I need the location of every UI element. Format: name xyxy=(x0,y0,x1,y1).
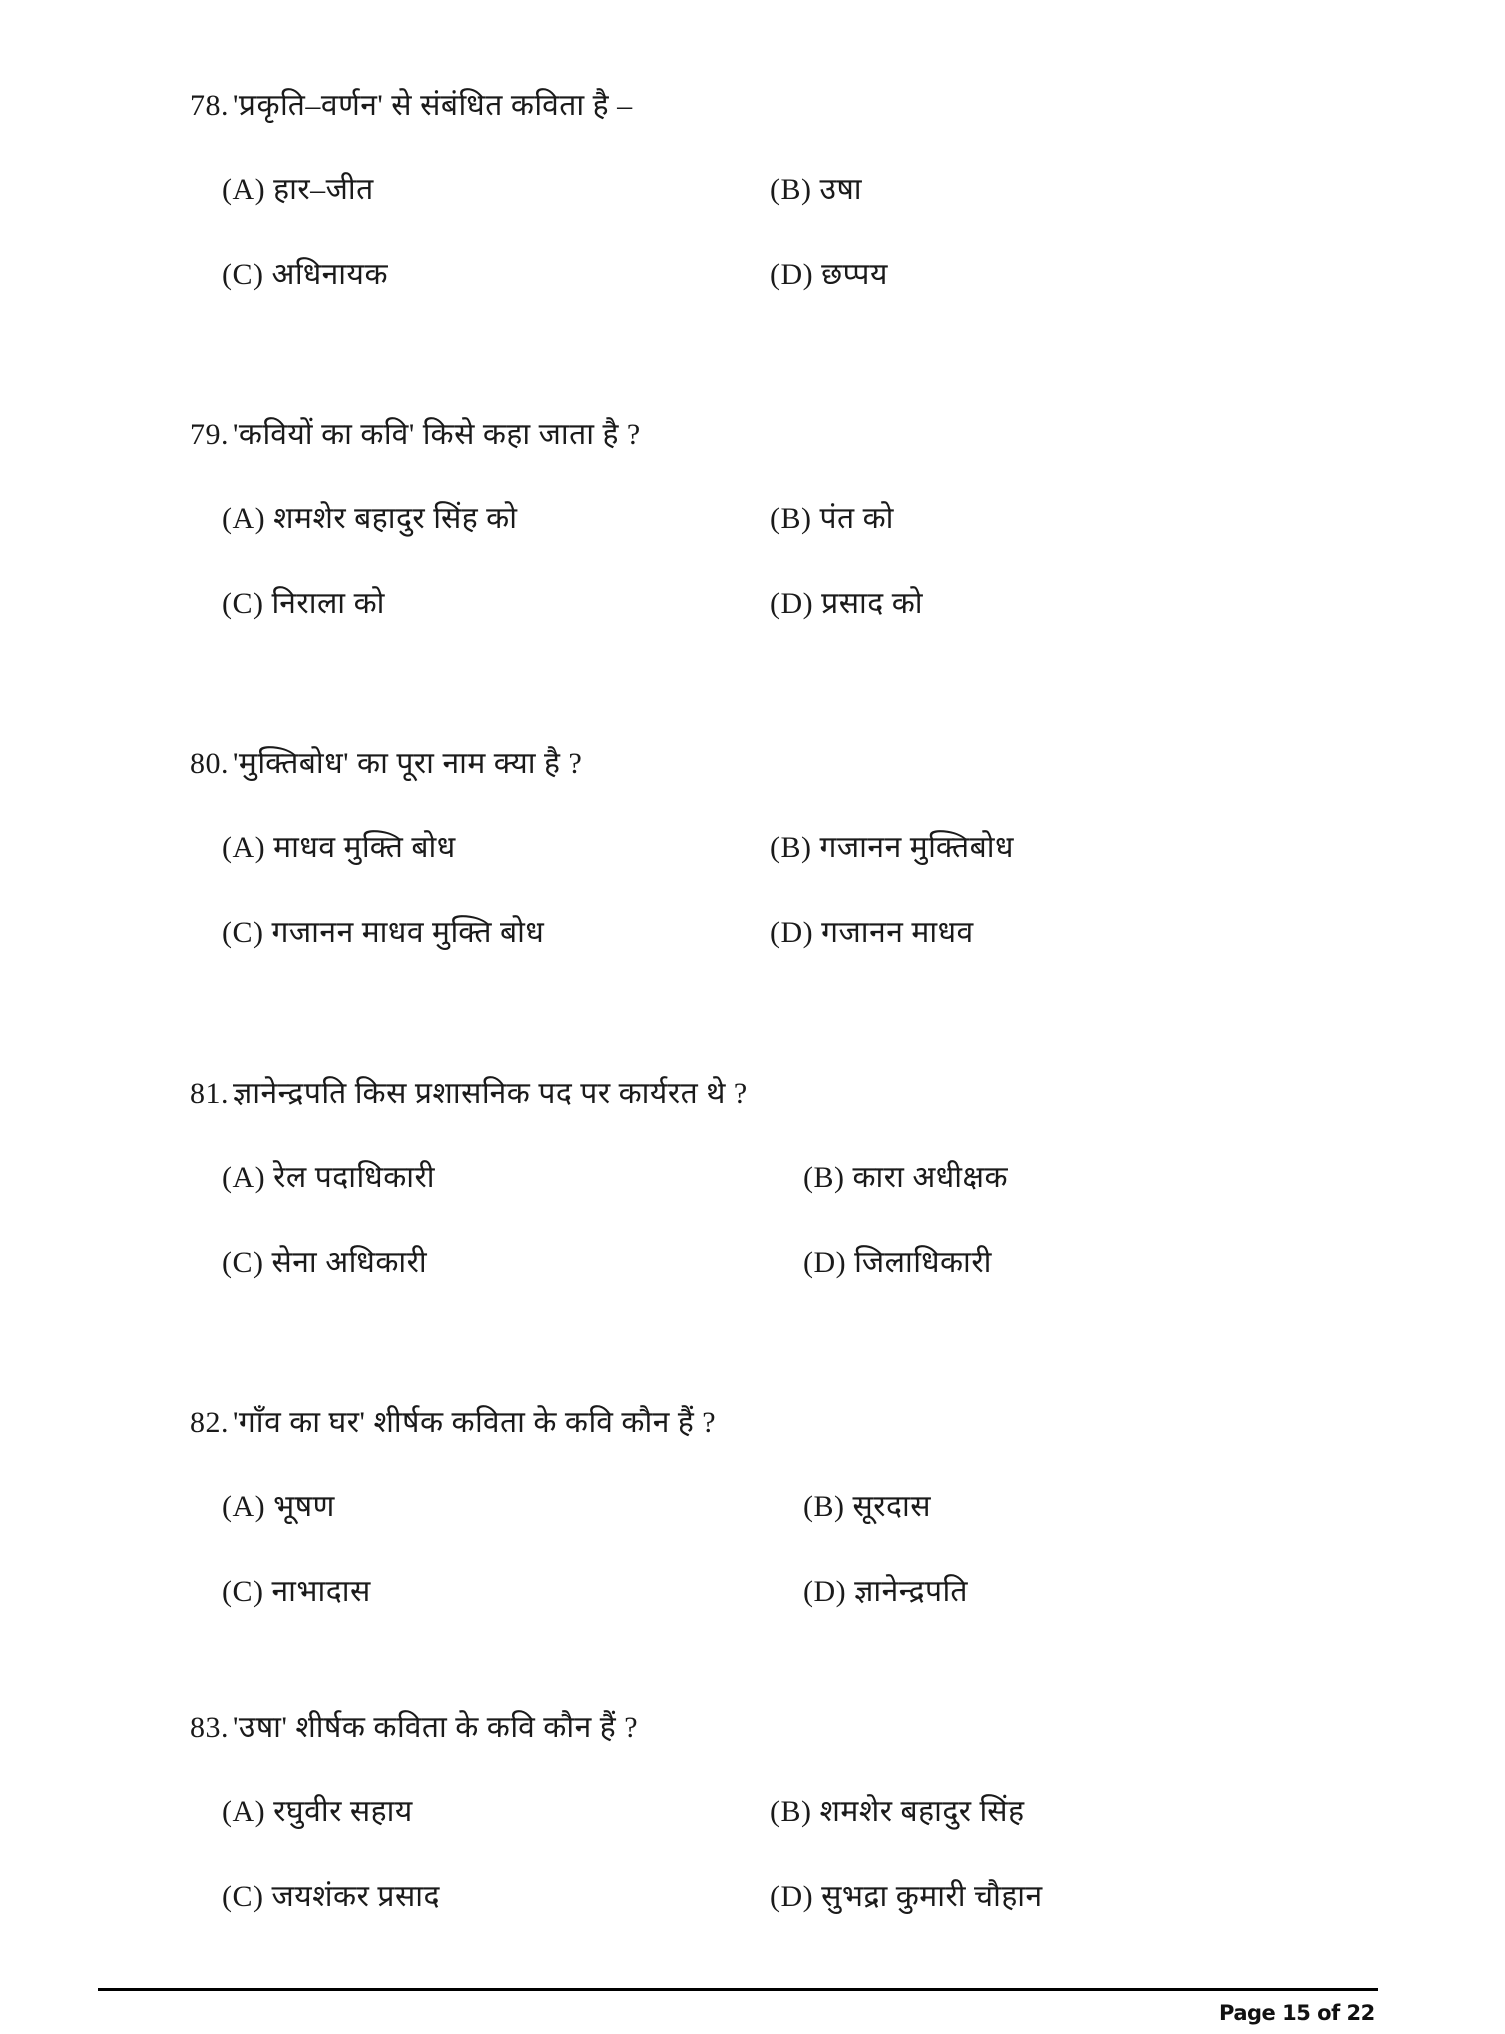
option-a xyxy=(222,830,456,866)
option-d xyxy=(770,915,974,951)
option-a xyxy=(222,1160,435,1196)
option-c xyxy=(222,257,388,293)
option-text: कारा अधीक्षक xyxy=(852,1161,1009,1194)
option-d xyxy=(803,1245,992,1281)
option-text: प्रसाद को xyxy=(821,587,924,620)
option-text: शमशेर बहादुर सिंह को xyxy=(273,502,518,535)
option-label: (A) xyxy=(222,831,266,864)
option-d xyxy=(770,586,923,622)
page-word: Page xyxy=(1219,2001,1276,2025)
question-number: 79. xyxy=(190,418,229,451)
option-text: रेल पदाधिकारी xyxy=(273,1161,436,1194)
current-page-number: 15 xyxy=(1282,2001,1311,2025)
option-text: उषा xyxy=(819,173,863,206)
option-text: भूषण xyxy=(273,1490,335,1523)
question-number: 82. xyxy=(190,1406,229,1439)
option-label: (D) xyxy=(770,916,814,949)
option-b xyxy=(770,1794,1025,1830)
question-text: 'कवियों का कवि' किसे कहा जाता है ? xyxy=(233,418,641,451)
option-label: (A) xyxy=(222,1490,266,1523)
option-label: (D) xyxy=(770,587,814,620)
option-text: जिलाधिकारी xyxy=(854,1246,992,1279)
option-label: (A) xyxy=(222,502,266,535)
option-label: (B) xyxy=(803,1490,845,1523)
option-text: रघुवीर सहाय xyxy=(273,1795,413,1828)
option-b xyxy=(803,1489,931,1525)
option-text: सेना अधिकारी xyxy=(271,1246,428,1279)
option-label: (B) xyxy=(803,1161,845,1194)
option-c xyxy=(222,1879,440,1915)
option-c xyxy=(222,1574,371,1610)
option-b xyxy=(770,501,894,537)
option-text: छप्पय xyxy=(821,258,888,291)
option-c xyxy=(222,915,544,951)
question-number: 81. xyxy=(190,1077,229,1110)
option-text: पंत को xyxy=(819,502,894,535)
question-text: ज्ञानेन्द्रपति किस प्रशासनिक पद पर कार्यरत थे ? xyxy=(233,1077,748,1110)
of-word: of xyxy=(1317,2001,1340,2025)
option-label: (A) xyxy=(222,1161,266,1194)
option-d xyxy=(770,1879,1043,1915)
option-b xyxy=(803,1160,1008,1196)
question-number: 78. xyxy=(190,89,229,122)
option-c xyxy=(222,1245,427,1281)
option-text: माधव मुक्ति बोध xyxy=(273,831,456,864)
question-stem xyxy=(190,1710,638,1746)
question-number: 80. xyxy=(190,747,229,780)
option-label: (C) xyxy=(222,1246,264,1279)
option-text: गजानन माधव xyxy=(821,916,974,949)
option-text: सुभद्रा कुमारी चौहान xyxy=(821,1880,1043,1913)
option-b xyxy=(770,830,1014,866)
question-stem xyxy=(190,417,641,453)
option-d xyxy=(803,1574,968,1610)
option-a xyxy=(222,1489,335,1525)
option-text: गजानन माधव मुक्ति बोध xyxy=(271,916,545,949)
option-label: (C) xyxy=(222,916,264,949)
question-text: 'उषा' शीर्षक कविता के कवि कौन हैं ? xyxy=(233,1711,639,1744)
page-indicator xyxy=(1219,2000,1375,2026)
option-text: अधिनायक xyxy=(271,258,388,291)
total-pages-number: 22 xyxy=(1346,2001,1375,2025)
option-label: (C) xyxy=(222,258,264,291)
option-text: जयशंकर प्रसाद xyxy=(271,1880,440,1913)
option-d xyxy=(770,257,888,293)
question-text: 'मुक्तिबोध' का पूरा नाम क्या है ? xyxy=(233,747,583,780)
option-text: नाभादास xyxy=(271,1575,371,1608)
option-text: हार–जीत xyxy=(273,173,374,206)
option-label: (D) xyxy=(803,1575,847,1608)
option-label: (A) xyxy=(222,173,266,206)
option-text: गजानन मुक्तिबोध xyxy=(819,831,1014,864)
option-text: सूरदास xyxy=(852,1490,932,1523)
option-a xyxy=(222,172,374,208)
question-text: 'प्रकृति–वर्णन' से संबंधित कविता है – xyxy=(233,89,633,122)
option-a xyxy=(222,501,518,537)
option-text: शमशेर बहादुर सिंह xyxy=(819,1795,1025,1828)
option-a xyxy=(222,1794,413,1830)
option-label: (D) xyxy=(770,1880,814,1913)
option-text: निराला को xyxy=(271,587,385,620)
option-c xyxy=(222,586,385,622)
question-text: 'गाँव का घर' शीर्षक कविता के कवि कौन हैं ? xyxy=(233,1406,717,1439)
question-stem xyxy=(190,1076,748,1112)
option-label: (C) xyxy=(222,587,264,620)
question-stem xyxy=(190,88,633,124)
question-number: 83. xyxy=(190,1711,229,1744)
option-label: (B) xyxy=(770,831,812,864)
option-label: (C) xyxy=(222,1575,264,1608)
option-b xyxy=(770,172,862,208)
option-label: (B) xyxy=(770,1795,812,1828)
option-label: (D) xyxy=(770,258,814,291)
question-stem xyxy=(190,746,582,782)
option-text: ज्ञानेन्द्रपति xyxy=(854,1575,968,1608)
question-stem xyxy=(190,1405,716,1441)
footer-divider xyxy=(98,1988,1378,1991)
option-label: (D) xyxy=(803,1246,847,1279)
option-label: (C) xyxy=(222,1880,264,1913)
option-label: (B) xyxy=(770,502,812,535)
option-label: (B) xyxy=(770,173,812,206)
option-label: (A) xyxy=(222,1795,266,1828)
